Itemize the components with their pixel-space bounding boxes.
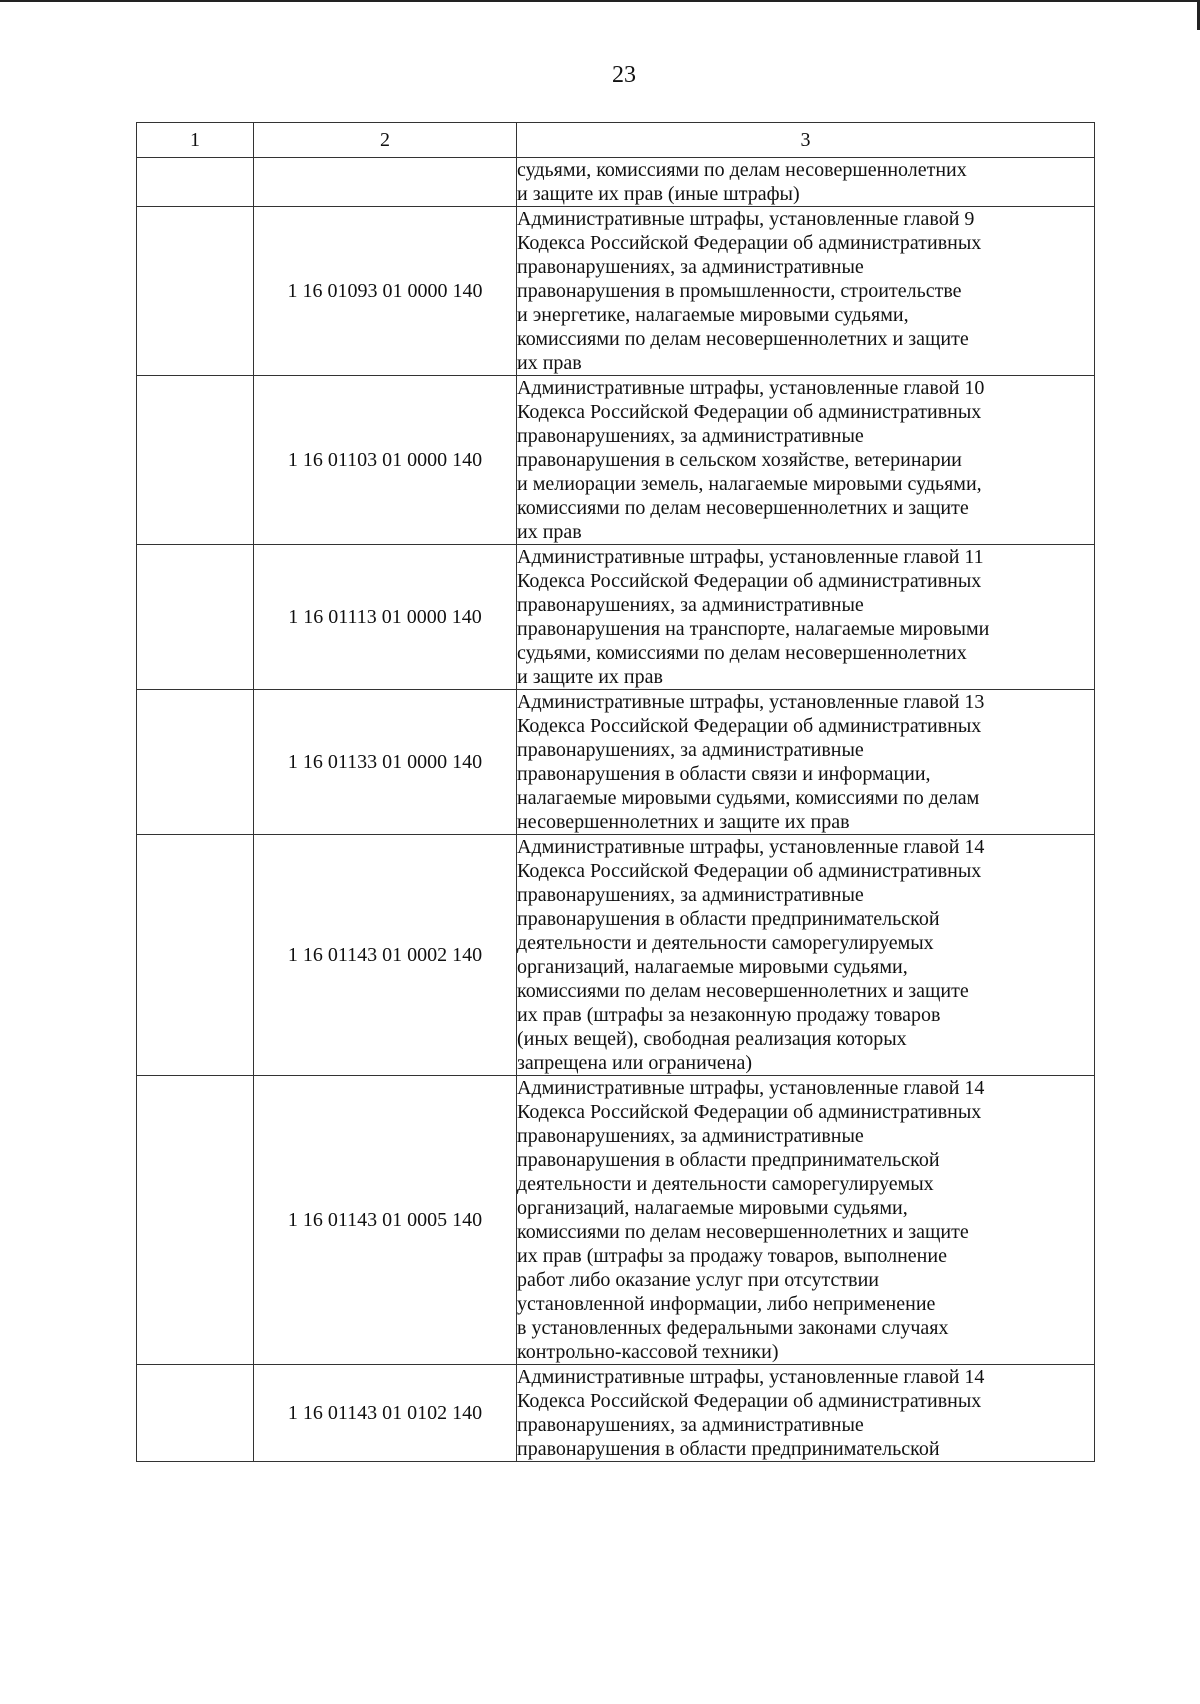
budget-code-cell: 1 16 01143 01 0005 140 xyxy=(254,1076,517,1365)
header-col-1: 1 xyxy=(137,123,254,158)
table-row xyxy=(137,1365,1095,1462)
fine-description-cell xyxy=(517,1076,1095,1365)
description-line: деятельности и деятельности саморегулируемых xyxy=(517,932,934,954)
budget-code-cell: 1 16 01093 01 0000 140 xyxy=(254,207,517,376)
row-col1-cell xyxy=(137,545,254,690)
description-line: правонарушения в промышленности, строительстве xyxy=(517,280,962,302)
description-line: Кодекса Российской Федерации об административных xyxy=(517,1390,982,1412)
description-line: Административные штрафы, установленные главой 13 xyxy=(517,691,985,713)
description-line: и защите их прав xyxy=(517,666,663,688)
budget-code-cell xyxy=(254,158,517,207)
page-number: 23 xyxy=(612,62,636,88)
description-line: установленной информации, либо неприменение xyxy=(517,1293,936,1315)
description-line: комиссиями по делам несовершеннолетних и защите xyxy=(517,497,969,519)
table-body xyxy=(137,158,1095,1462)
table-row xyxy=(137,158,1095,207)
fine-description-cell xyxy=(517,158,1095,207)
fine-description-cell xyxy=(517,207,1095,376)
description-line: работ либо оказание услуг при отсутствии xyxy=(517,1269,879,1291)
description-line: Кодекса Российской Федерации об административных xyxy=(517,401,982,423)
description-line: в установленных федеральными законами случаях xyxy=(517,1317,949,1339)
description-line: и защите их прав (иные штрафы) xyxy=(517,183,800,205)
description-line: (иных вещей), свободная реализация которых xyxy=(517,1028,907,1050)
budget-code-cell: 1 16 01113 01 0000 140 xyxy=(254,545,517,690)
description-line: Кодекса Российской Федерации об административных xyxy=(517,570,982,592)
description-line: комиссиями по делам несовершеннолетних и защите xyxy=(517,328,969,350)
description-line: правонарушениях, за административные xyxy=(517,256,864,278)
description-line: запрещена или ограничена) xyxy=(517,1052,752,1074)
fine-description-cell xyxy=(517,690,1095,835)
description-line: правонарушения на транспорте, налагаемые мировыми xyxy=(517,618,990,640)
description-line: несовершеннолетних и защите их прав xyxy=(517,811,850,833)
description-line: организаций, налагаемые мировыми судьями, xyxy=(517,956,908,978)
row-col1-cell xyxy=(137,835,254,1076)
description-line: Кодекса Российской Федерации об административных xyxy=(517,1101,982,1123)
fine-description-cell xyxy=(517,835,1095,1076)
description-line: Кодекса Российской Федерации об административных xyxy=(517,715,982,737)
budget-code-cell: 1 16 01143 01 0102 140 xyxy=(254,1365,517,1462)
budget-code-cell: 1 16 01143 01 0002 140 xyxy=(254,835,517,1076)
table-row xyxy=(137,207,1095,376)
description-line: Административные штрафы, установленные главой 14 xyxy=(517,1077,985,1099)
table-row xyxy=(137,545,1095,690)
description-line: правонарушения в области предпринимательской xyxy=(517,908,940,930)
description-line: их прав (штрафы за незаконную продажу товаров xyxy=(517,1004,941,1026)
description-line: правонарушениях, за административные xyxy=(517,739,864,761)
description-line: правонарушения в области предпринимательской xyxy=(517,1149,940,1171)
description-line: и мелиорации земель, налагаемые мировыми судьями, xyxy=(517,473,982,495)
description-line: организаций, налагаемые мировыми судьями, xyxy=(517,1197,908,1219)
table-row xyxy=(137,835,1095,1076)
description-line: их прав (штрафы за продажу товаров, выполнение xyxy=(517,1245,947,1267)
fines-table xyxy=(136,122,1095,1462)
description-line: судьями, комиссиями по делам несовершеннолетних xyxy=(517,159,967,181)
description-line: деятельности и деятельности саморегулируемых xyxy=(517,1173,934,1195)
row-col1-cell xyxy=(137,690,254,835)
fine-description-cell xyxy=(517,376,1095,545)
description-line: Административные штрафы, установленные главой 11 xyxy=(517,546,984,568)
description-line: правонарушениях, за административные xyxy=(517,1414,864,1436)
table-row xyxy=(137,1076,1095,1365)
table-header-row xyxy=(137,123,1095,158)
description-line: Административные штрафы, установленные главой 9 xyxy=(517,208,975,230)
row-col1-cell xyxy=(137,1365,254,1462)
description-line: правонарушениях, за административные xyxy=(517,425,864,447)
description-line: правонарушениях, за административные xyxy=(517,1125,864,1147)
description-line: их прав xyxy=(517,352,582,374)
row-col1-cell xyxy=(137,207,254,376)
budget-code-cell: 1 16 01133 01 0000 140 xyxy=(254,690,517,835)
description-line: правонарушениях, за административные xyxy=(517,884,864,906)
description-line: судьями, комиссиями по делам несовершеннолетних xyxy=(517,642,967,664)
description-line: Административные штрафы, установленные главой 10 xyxy=(517,377,985,399)
description-line: налагаемые мировыми судьями, комиссиями по делам xyxy=(517,787,980,809)
description-line: Административные штрафы, установленные главой 14 xyxy=(517,836,985,858)
description-line: правонарушениях, за административные xyxy=(517,594,864,616)
row-col1-cell xyxy=(137,376,254,545)
description-line: правонарушения в области предпринимательской xyxy=(517,1438,940,1460)
row-col1-cell xyxy=(137,1076,254,1365)
row-col1-cell xyxy=(137,158,254,207)
description-line: и энергетике, налагаемые мировыми судьями, xyxy=(517,304,909,326)
description-line: контрольно-кассовой техники) xyxy=(517,1341,779,1363)
description-line: Кодекса Российской Федерации об административных xyxy=(517,860,982,882)
description-line: правонарушения в области связи и информации, xyxy=(517,763,931,785)
fine-description-cell xyxy=(517,1365,1095,1462)
description-line: правонарушения в сельском хозяйстве, ветеринарии xyxy=(517,449,962,471)
description-line: Административные штрафы, установленные главой 14 xyxy=(517,1366,985,1388)
description-line: Кодекса Российской Федерации об административных xyxy=(517,232,982,254)
scan-border-top xyxy=(0,0,1200,2)
description-line: комиссиями по делам несовершеннолетних и защите xyxy=(517,980,969,1002)
table-row xyxy=(137,376,1095,545)
fine-description-cell xyxy=(517,545,1095,690)
budget-code-cell: 1 16 01103 01 0000 140 xyxy=(254,376,517,545)
description-line: их прав xyxy=(517,521,582,543)
header-col-2: 2 xyxy=(254,123,517,158)
table-row xyxy=(137,690,1095,835)
description-line: комиссиями по делам несовершеннолетних и защите xyxy=(517,1221,969,1243)
header-col-3: 3 xyxy=(517,123,1095,158)
